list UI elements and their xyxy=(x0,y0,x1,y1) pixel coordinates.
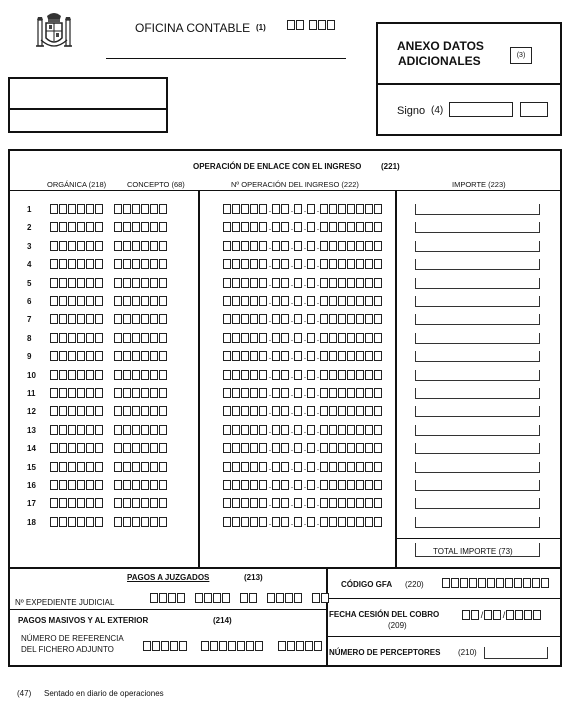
importe-field[interactable] xyxy=(415,259,540,270)
concepto-field[interactable] xyxy=(114,370,168,380)
row-number: 15 xyxy=(27,463,36,472)
referencia-line2: DEL FICHERO ADJUNTO xyxy=(21,645,114,654)
num-operacion-field[interactable]: . . . . xyxy=(223,406,383,416)
concepto-field[interactable] xyxy=(114,480,168,490)
concepto-field[interactable] xyxy=(114,222,168,232)
concepto-field[interactable] xyxy=(114,498,168,508)
row-number: 14 xyxy=(27,444,36,453)
perceptores-label: NÚMERO DE PERCEPTORES xyxy=(329,648,441,657)
fecha-cesion-ref: (209) xyxy=(388,621,407,630)
organica-field[interactable] xyxy=(50,517,104,527)
organica-field[interactable] xyxy=(50,259,104,269)
concepto-field[interactable] xyxy=(114,204,168,214)
col-importe: IMPORTE (223) xyxy=(452,180,506,189)
concepto-field[interactable] xyxy=(114,388,168,398)
row-number: 5 xyxy=(27,279,32,288)
num-operacion-field[interactable]: . . . . xyxy=(223,370,383,380)
fecha-cesion-label: FECHA CESIÓN DEL COBRO xyxy=(329,610,440,619)
fecha-cesion-field[interactable]: / / xyxy=(462,610,542,620)
coat-of-arms-icon xyxy=(33,10,75,54)
signo-field[interactable] xyxy=(449,102,513,117)
pagos-masivos-title: PAGOS MASIVOS Y AL EXTERIOR xyxy=(18,616,149,625)
annex-title-line2: ADICIONALES xyxy=(398,54,481,68)
operation-title: OPERACIÓN DE ENLACE CON EL INGRESO xyxy=(193,162,362,171)
importe-field[interactable] xyxy=(415,370,540,381)
expediente-label: Nº EXPEDIENTE JUDICIAL xyxy=(15,598,115,607)
row-number: 12 xyxy=(27,407,36,416)
num-operacion-field[interactable]: . . . . xyxy=(223,241,383,251)
referencia-field[interactable] xyxy=(143,641,323,651)
total-divider xyxy=(396,538,561,539)
col-divider-2 xyxy=(395,190,397,567)
concepto-field[interactable] xyxy=(114,296,168,306)
office-underline xyxy=(106,58,346,59)
row-number: 7 xyxy=(27,315,32,324)
left-blank-box[interactable] xyxy=(8,77,168,133)
importe-field[interactable] xyxy=(415,443,540,454)
total-label: TOTAL IMPORTE (73) xyxy=(433,547,513,556)
num-operacion-field[interactable]: . . . . xyxy=(223,314,383,324)
num-operacion-field[interactable]: . . . . xyxy=(223,388,383,398)
codigo-gfa-label: CÓDIGO GFA xyxy=(341,580,393,589)
row-number: 17 xyxy=(27,499,36,508)
organica-field[interactable] xyxy=(50,480,104,490)
pagos-juzgados-ref: (213) xyxy=(244,573,263,582)
concepto-field[interactable] xyxy=(114,278,168,288)
pagos-masivos-ref: (214) xyxy=(213,616,232,625)
importe-field[interactable] xyxy=(415,517,540,528)
num-operacion-field[interactable]: . . . . xyxy=(223,498,383,508)
organica-field[interactable] xyxy=(50,388,104,398)
row-number: 8 xyxy=(27,334,32,343)
organica-field[interactable] xyxy=(50,241,104,251)
annex-divider xyxy=(378,83,560,85)
signo-field-small[interactable] xyxy=(520,102,548,117)
organica-field[interactable] xyxy=(50,278,104,288)
organica-field[interactable] xyxy=(50,462,104,472)
signo-label: Signo xyxy=(397,105,426,117)
signo-ref: (4) xyxy=(431,105,444,116)
concepto-field[interactable] xyxy=(114,333,168,343)
perceptores-field[interactable] xyxy=(484,647,548,659)
office-label: OFICINA CONTABLE xyxy=(135,21,251,35)
concepto-field[interactable] xyxy=(114,425,168,435)
annex-title-line1: ANEXO DATOS xyxy=(397,39,484,53)
importe-field[interactable] xyxy=(415,222,540,233)
concepto-field[interactable] xyxy=(114,351,168,361)
operation-header-divider xyxy=(9,190,561,191)
row-number: 11 xyxy=(27,389,36,398)
perceptores-ref: (210) xyxy=(458,648,477,657)
num-operacion-field[interactable]: . . . . xyxy=(223,425,383,435)
office-code-field[interactable] xyxy=(287,20,336,30)
num-operacion-field[interactable]: . . . . xyxy=(223,278,383,288)
num-operacion-field[interactable]: . . . . xyxy=(223,517,383,527)
footer-note-text: Sentado en diario de operaciones xyxy=(44,689,164,698)
importe-field[interactable] xyxy=(415,204,540,215)
row-number: 3 xyxy=(27,242,32,251)
organica-field[interactable] xyxy=(50,406,104,416)
num-operacion-field[interactable]: . . . . xyxy=(223,296,383,306)
bottom-right-divider-1 xyxy=(327,598,561,599)
importe-field[interactable] xyxy=(415,296,540,307)
importe-field[interactable] xyxy=(415,351,540,362)
importe-field[interactable] xyxy=(415,480,540,491)
concepto-field[interactable] xyxy=(114,241,168,251)
organica-field[interactable] xyxy=(50,333,104,343)
bottom-divider-v xyxy=(326,568,328,666)
importe-field[interactable] xyxy=(415,425,540,436)
num-operacion-field[interactable]: . . . . xyxy=(223,222,383,232)
num-operacion-field[interactable]: . . . . xyxy=(223,333,383,343)
importe-field[interactable] xyxy=(415,241,540,252)
importe-field[interactable] xyxy=(415,406,540,417)
organica-field[interactable] xyxy=(50,425,104,435)
concepto-field[interactable] xyxy=(114,517,168,527)
row-number: 6 xyxy=(27,297,32,306)
codigo-gfa-field[interactable] xyxy=(442,578,550,588)
organica-field[interactable] xyxy=(50,204,104,214)
importe-field[interactable] xyxy=(415,314,540,325)
row-number: 16 xyxy=(27,481,36,490)
concepto-field[interactable] xyxy=(114,259,168,269)
organica-field[interactable] xyxy=(50,443,104,453)
footer-note-ref: (47) xyxy=(17,689,32,698)
operation-title-ref: (221) xyxy=(381,162,400,171)
importe-field[interactable] xyxy=(415,498,540,509)
concepto-field[interactable] xyxy=(114,406,168,416)
left-blank-divider xyxy=(10,108,166,110)
num-operacion-field[interactable]: . . . . xyxy=(223,204,383,214)
concepto-field[interactable] xyxy=(114,443,168,453)
bottom-left-divider xyxy=(9,609,326,610)
row-number: 9 xyxy=(27,352,32,361)
concepto-field[interactable] xyxy=(114,462,168,472)
referencia-line1: NÚMERO DE REFERENCIA xyxy=(21,634,124,643)
row-number: 13 xyxy=(27,426,36,435)
importe-field[interactable] xyxy=(415,278,540,289)
row-number: 18 xyxy=(27,518,36,527)
col-num-operacion: Nº OPERACIÓN DEL INGRESO (222) xyxy=(231,180,359,189)
col-divider-1 xyxy=(198,190,200,567)
col-concepto: CONCEPTO (68) xyxy=(127,180,185,189)
row-number: 10 xyxy=(27,371,36,380)
num-operacion-field[interactable]: . . . . xyxy=(223,480,383,490)
organica-field[interactable] xyxy=(50,498,104,508)
organica-field[interactable] xyxy=(50,351,104,361)
importe-field[interactable] xyxy=(415,333,540,344)
num-operacion-field[interactable]: . . . . xyxy=(223,443,383,453)
row-number: 1 xyxy=(27,205,32,214)
organica-field[interactable] xyxy=(50,296,104,306)
importe-field[interactable] xyxy=(415,462,540,473)
importe-field[interactable] xyxy=(415,388,540,399)
num-operacion-field[interactable]: . . . . xyxy=(223,462,383,472)
annex-ref-box: (3) xyxy=(510,47,532,64)
num-operacion-field[interactable]: . . . . xyxy=(223,351,383,361)
organica-field[interactable] xyxy=(50,314,104,324)
office-ref: (1) xyxy=(256,23,266,32)
row-number: 4 xyxy=(27,260,32,269)
organica-field[interactable] xyxy=(50,222,104,232)
col-organica: ORGÁNICA (218) xyxy=(47,180,107,189)
organica-field[interactable] xyxy=(50,370,104,380)
num-operacion-field[interactable]: . . . . xyxy=(223,259,383,269)
codigo-gfa-ref: (220) xyxy=(405,580,424,589)
concepto-field[interactable] xyxy=(114,314,168,324)
bottom-right-divider-2 xyxy=(327,636,561,637)
row-number: 2 xyxy=(27,223,32,232)
expediente-field[interactable] xyxy=(150,593,330,603)
pagos-juzgados-title: PAGOS A JUZGADOS xyxy=(127,573,210,582)
